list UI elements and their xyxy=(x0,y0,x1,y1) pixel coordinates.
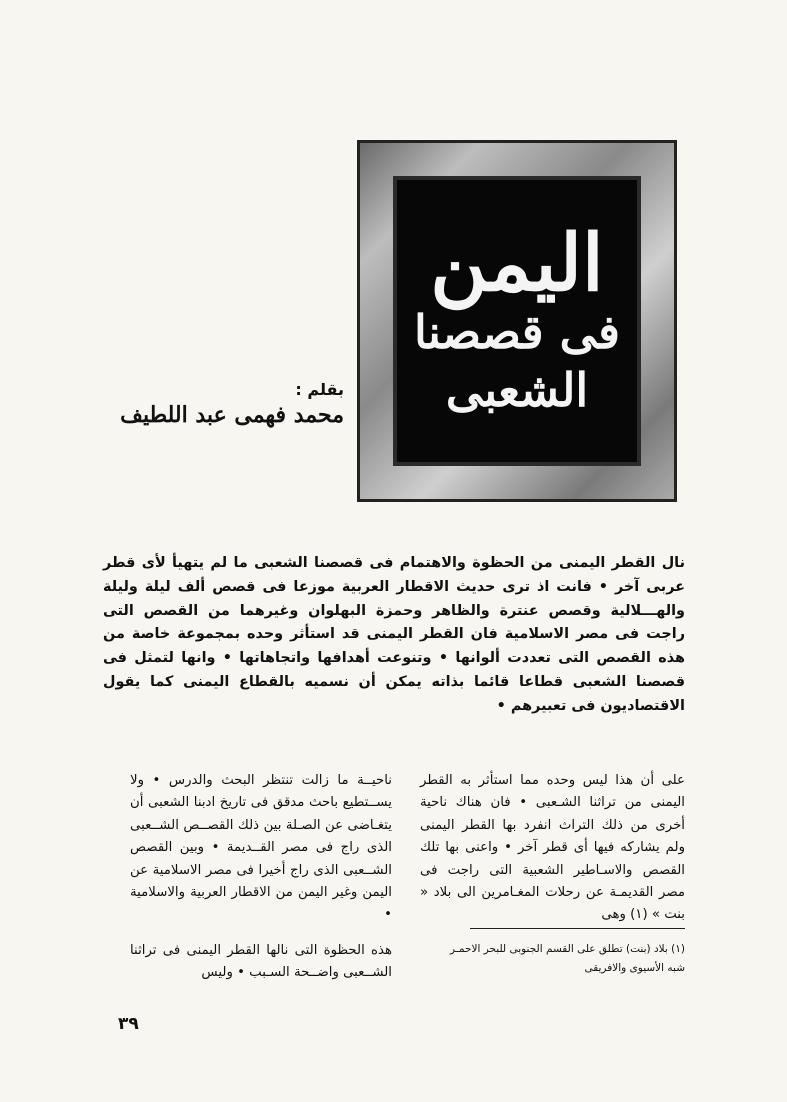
title-line-3: الشعبى xyxy=(445,362,589,417)
footnote-divider xyxy=(470,928,685,929)
footnote-line-1: (١) بلاد (بنت) تطلق على القسم الجنوبى للبحر الاحمـر xyxy=(450,943,685,955)
title-line-2: فى قصصنا xyxy=(413,305,620,360)
title-panel xyxy=(393,176,641,466)
byline-label: بقلم : xyxy=(295,380,344,399)
page-number: ٣٩ xyxy=(118,1014,139,1034)
footnote-line-2: شبه الأسيوى والافريقى xyxy=(584,962,685,974)
byline-author: محمد فهمى عبد اللطيف xyxy=(120,402,344,428)
body-left-column-paragraph-1: ناحيــة ما زالت تنتظر البحث والدرس • ولا يســتطيع باحث مدقق فى تاريخ ادبنا الشعبى أن يتغـاضى عن الصـلة بين ذلك القصــص الشــعبى الذى راج فى مصر القــديمة • وبين القصص الشــعبى الذى راج أخيرا فى مصر الاسلامية عن اليمن وغير اليمن من الاقطار العربية والاسلامية • xyxy=(130,773,392,923)
body-left-column-paragraph-2: هذه الحظوة التى نالها القطر اليمنى فى تراثنا الشــعبى واضــحة السـبب • وليس xyxy=(130,943,392,981)
title-main: اليمن xyxy=(430,217,604,309)
intro-paragraph: نال القطر اليمنى من الحظوة والاهتمام فى قصصنا الشعبى ما لم يتهيأ لأى قطر عربى آخر • فانت اذ ترى حديث الاقطار العربية موزعا فى قصص ألف ليلة وليلة والهـــلالية وقصص عنترة والظاهر وحمزة البهلوان وغيرهما من القصص التى راجت فى مصر الاسلامية فان القطر اليمنى قد استأثر وحده بمجموعة خاصة من هذه القصص التى تعددت ألوانها • وتنوعت أهدافها واتجاهاتها • وانها لتمثل فى قصصنا الشعبى قطاعا قائما بذاته يمكن أن نسميه بالقطاع اليمنى كما يقول الاقتصاديون فى تعبيرهم • xyxy=(103,555,685,714)
title-frame xyxy=(357,140,677,502)
footnote xyxy=(415,940,685,978)
body-right-column: على أن هذا ليس وحده مما استأثر به القطر اليمنى من تراثنا الشـعبى • فان هناك ناحية أخرى من ذلك التراث انفرد بها القطر اليمنى ولم يشاركه فيها أى قطر آخر • واعنى بها تلك القصص والاسـاطير الشعبية التى راجت فى مصر القديمـة عن رحلات المغـامرين الى بلاد « بنت » (١) وهى xyxy=(420,773,685,923)
